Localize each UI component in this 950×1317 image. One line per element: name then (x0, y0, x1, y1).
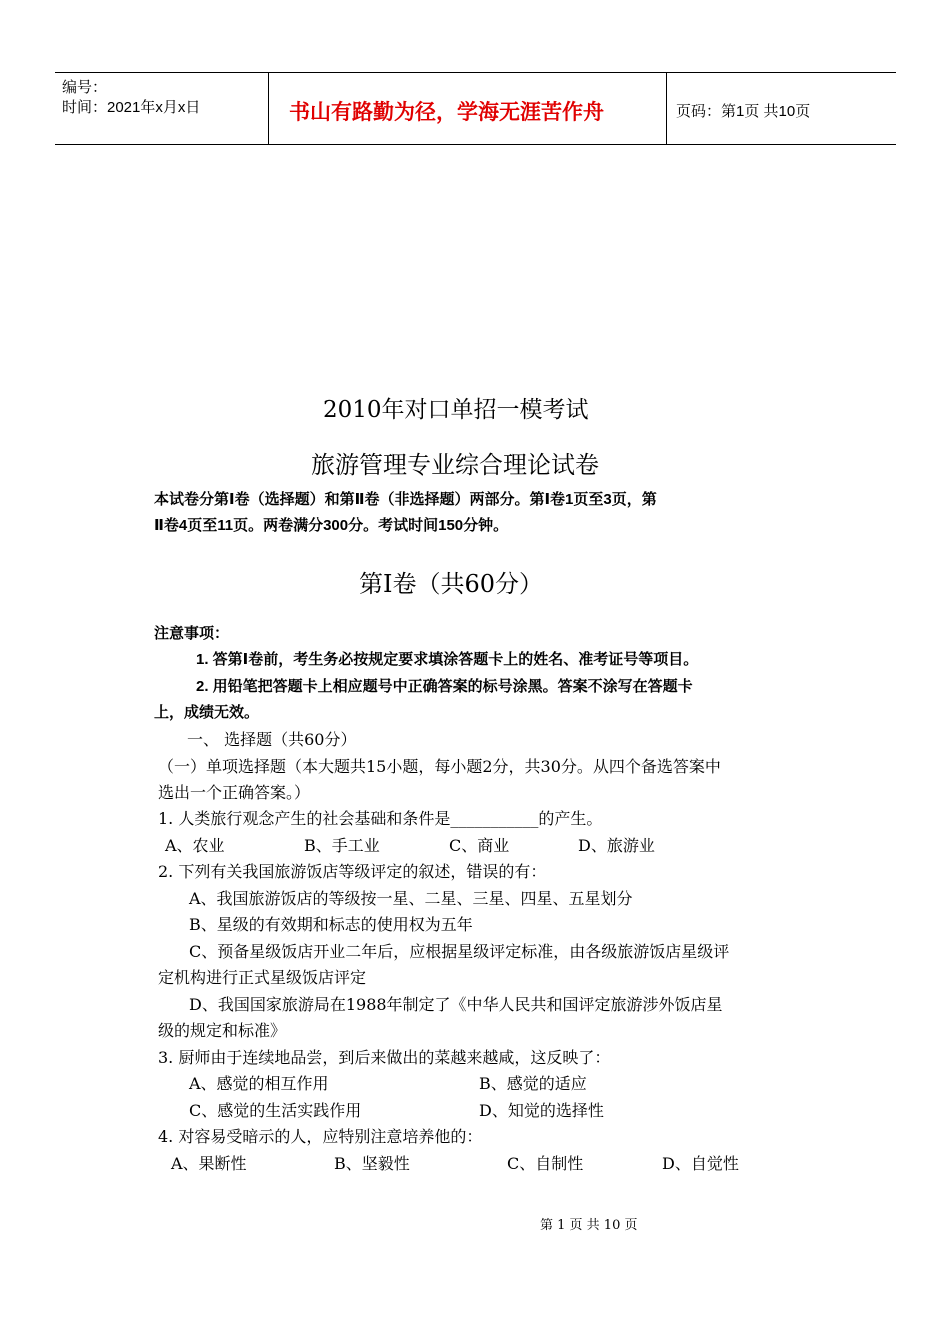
q4-option-a: A、果断性 (171, 1154, 247, 1173)
page-footer: 第 1 页 共 10 页 (540, 1218, 638, 1233)
q3-option-a: A、感觉的相互作用 (189, 1074, 329, 1093)
q3-stem: 3. 厨师由于连续地品尝，到后来做出的菜越来越咸，这反映了： (158, 1048, 611, 1067)
time-label: 时间：2021年x月x日 (62, 99, 201, 116)
part-title: 第Ⅰ卷（共60分） (359, 570, 544, 598)
header-divider-right (666, 72, 667, 144)
q4-option-b: B、坚毅性 (334, 1154, 410, 1173)
q4-option-d: D、自觉性 (662, 1154, 739, 1173)
q4-stem: 4. 对容易受暗示的人，应特别注意培养他的： (158, 1127, 483, 1146)
q2-option-d-line2: 级的规定和标准》 (158, 1021, 287, 1040)
q3-option-d: D、知觉的选择性 (479, 1101, 604, 1120)
q1-option-d: D、旅游业 (578, 836, 655, 855)
q1-option-c: C、商业 (449, 836, 510, 855)
serial-label: 编号： (62, 79, 108, 96)
section-sub-line2: 选出一个正确答案。） (158, 783, 311, 802)
header-divider-left (268, 72, 269, 144)
q2-stem: 2. 下列有关我国旅游饭店等级评定的叙述，错误的有： (158, 862, 547, 881)
note-item-1: 1. 答第Ⅰ卷前，考生务必按规定要求填涂答题卡上的姓名、准考证号等项目。 (196, 651, 699, 668)
note-item-2-line2: 上，成绩无效。 (154, 704, 260, 721)
exam-intro-line2: Ⅱ卷4页至11页。两卷满分300分。考试时间150分钟。 (154, 517, 509, 534)
q2-option-c-line2: 定机构进行正式星级饭店评定 (158, 968, 367, 987)
note-item-2-line1: 2. 用铅笔把答题卡上相应题号中正确答案的标号涂黑。答案不涂写在答题卡 (196, 678, 693, 695)
q1-option-b: B、手工业 (304, 836, 380, 855)
q2-option-c-line1: C、预备星级饭店开业二年后，应根据星级评定标准，由各级旅游饭店星级评 (189, 942, 730, 961)
exam-title: 2010年对口单招一模考试 (323, 397, 589, 423)
motto: 书山有路勤为径，学海无涯苦作舟 (289, 101, 604, 124)
header-bottom-rule (55, 144, 896, 145)
notes-heading: 注意事项： (154, 625, 230, 642)
exam-subtitle: 旅游管理专业综合理论试卷 (311, 451, 599, 479)
section-sub-line1: （一）单项选择题（本大题共15小题，每小题2分，共30分。从四个备选答案中 (158, 757, 721, 776)
page-label: 页码：第1页 共10页 (676, 103, 811, 120)
header-top-rule (55, 72, 896, 73)
q1-stem: 1. 人类旅行观念产生的社会基础和条件是___________的产生。 (158, 809, 603, 828)
section-heading: 一、 选择题（共60分） (187, 730, 357, 749)
q3-option-b: B、感觉的适应 (479, 1074, 587, 1093)
q3-option-c: C、感觉的生活实践作用 (189, 1101, 362, 1120)
q1-option-a: A、农业 (165, 836, 225, 855)
q4-option-c: C、自制性 (507, 1154, 584, 1173)
q2-option-a: A、我国旅游饭店的等级按一星、二星、三星、四星、五星划分 (189, 889, 633, 908)
q2-option-d-line1: D、我国国家旅游局在1988年制定了《中华人民共和国评定旅游涉外饭店星 (189, 995, 723, 1014)
q2-option-b: B、星级的有效期和标志的使用权为五年 (189, 915, 473, 934)
exam-intro-line1: 本试卷分第Ⅰ卷（选择题）和第Ⅱ卷（非选择题）两部分。第Ⅰ卷1页至3页，第 (154, 491, 657, 508)
